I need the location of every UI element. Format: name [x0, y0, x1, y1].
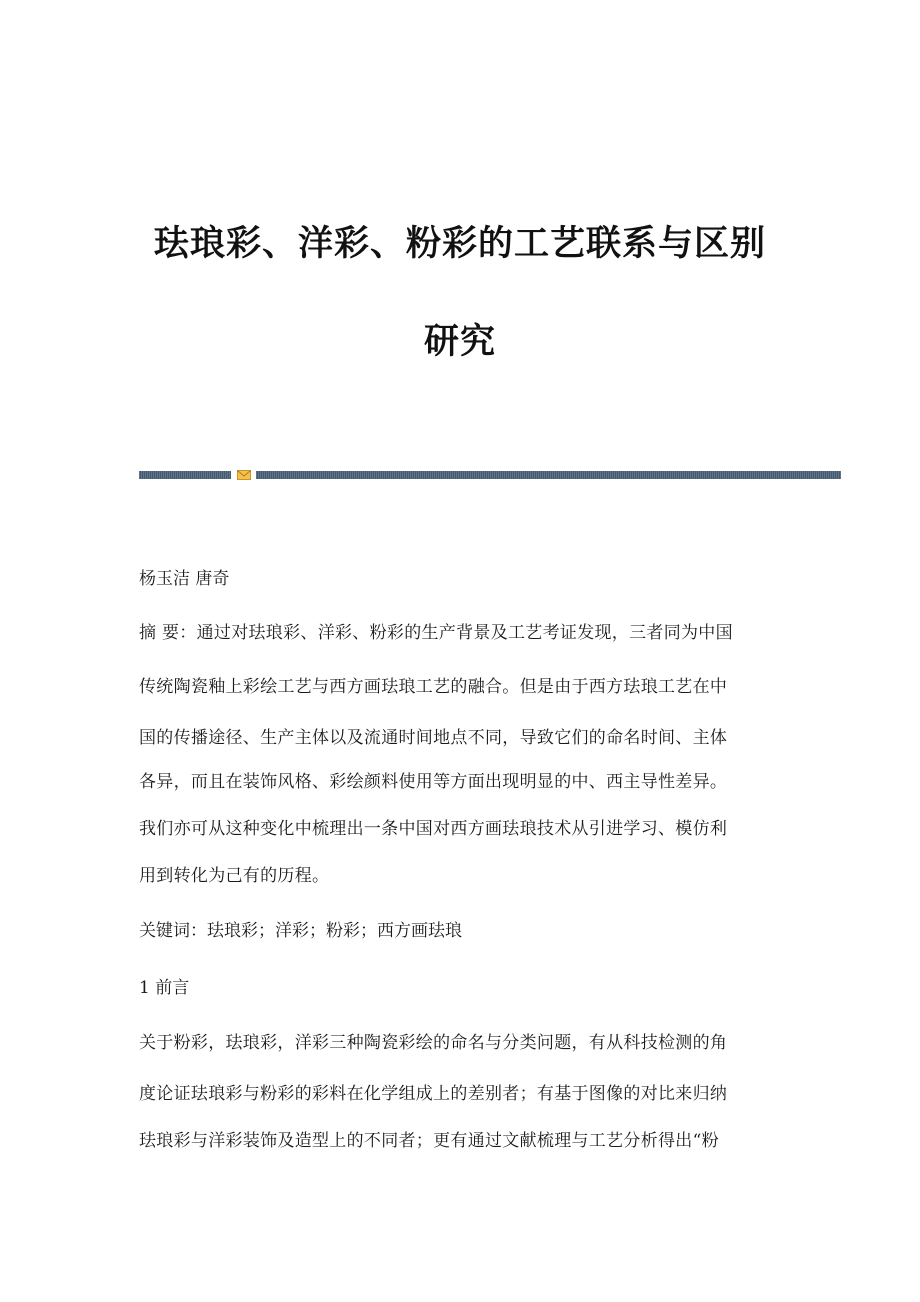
abstract-line-6: 用到转化为己有的历程。 — [139, 866, 330, 886]
section-heading: 1 前言 — [139, 978, 190, 998]
document-title-line-2: 研究 — [423, 322, 496, 362]
divider-bar-left — [139, 471, 231, 479]
envelope-ornament-icon — [237, 469, 251, 481]
keywords: 关键词：珐琅彩；洋彩；粉彩；西方画珐琅 — [139, 921, 462, 941]
abstract-line-4: 各异，而且在装饰风格、彩绘颜料使用等方面出现明显的中、西主导性差异。 — [139, 772, 728, 792]
abstract-line-3: 国的传播途径、生产主体以及流通时间地点不同，导致它们的命名时间、主体 — [139, 728, 728, 748]
body-line-3: 珐琅彩与洋彩装饰及造型上的不同者；更有通过文献梳理与工艺分析得出“粉 — [139, 1131, 719, 1151]
abstract-text-1: 通过对珐琅彩、洋彩、粉彩的生产背景及工艺考证发现，三者同为中国 — [196, 623, 733, 643]
authors: 杨玉洁 唐奇 — [139, 569, 230, 589]
body-line-2: 度论证珐琅彩与粉彩的彩料在化学组成上的差别者；有基于图像的对比来归纳 — [139, 1084, 728, 1104]
body-line-1: 关于粉彩，珐琅彩，洋彩三种陶瓷彩绘的命名与分类问题，有从科技检测的角 — [139, 1033, 728, 1053]
title-divider — [139, 469, 841, 481]
abstract-line-1 — [139, 622, 779, 644]
abstract-label: 摘 要： — [139, 623, 197, 643]
document-title-line-1: 珐琅彩、洋彩、粉彩的工艺联系与区别 — [153, 224, 766, 264]
abstract-line-2: 传统陶瓷釉上彩绘工艺与西方画珐琅工艺的融合。但是由于西方珐琅工艺在中 — [139, 677, 728, 697]
divider-bar-right — [256, 471, 841, 479]
abstract-line-5: 我们亦可从这种变化中梳理出一条中国对西方画珐琅技术从引进学习、模仿利 — [139, 819, 728, 839]
